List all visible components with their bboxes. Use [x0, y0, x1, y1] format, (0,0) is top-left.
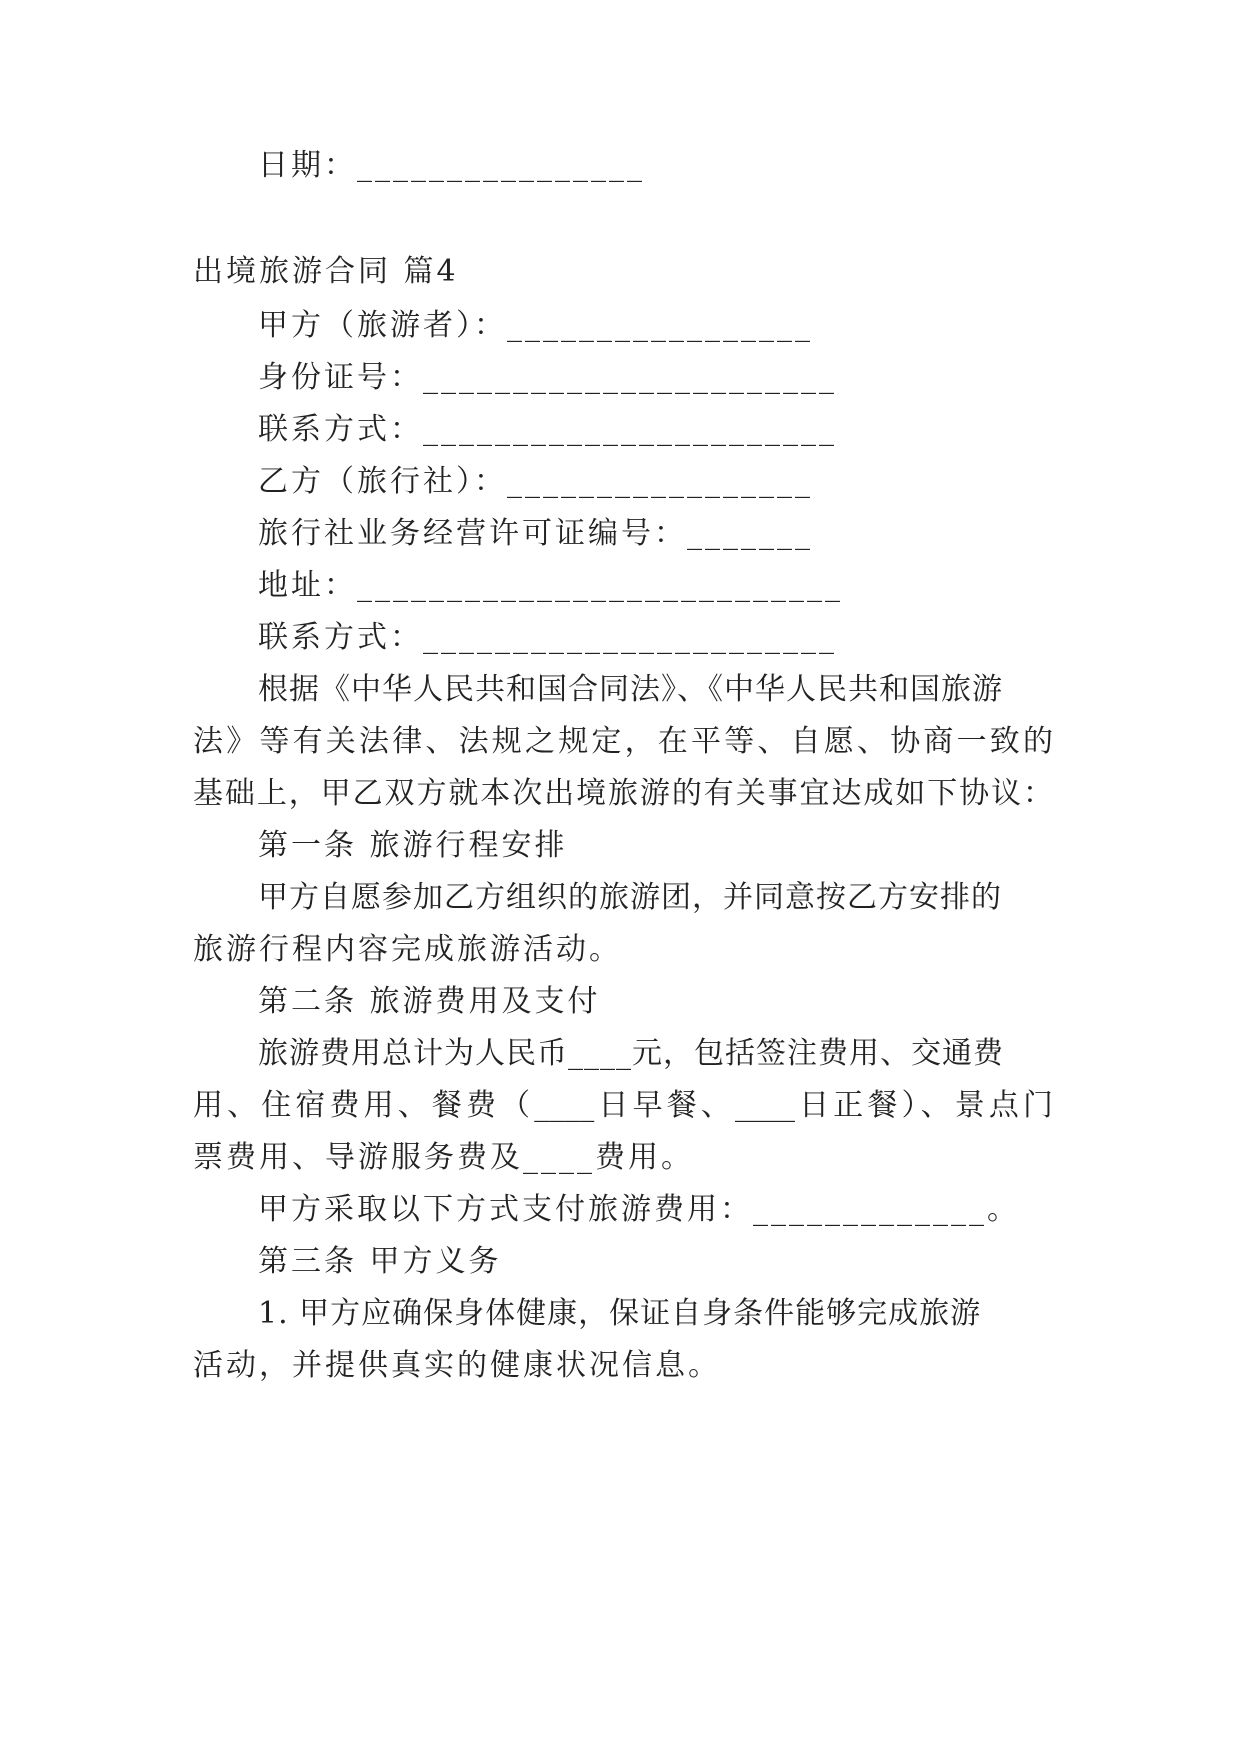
license-line: 旅行社业务经营许可证编号：_______ — [258, 516, 813, 551]
article-2-line-4: 甲方采取以下方式支付旅游费用：_____________。 — [258, 1192, 1020, 1227]
date-line: 日期：________________ — [258, 148, 645, 183]
article-1-line-1: 甲方自愿参加乙方组织的旅游团，并同意按乙方安排的 — [258, 880, 1002, 915]
preamble-line-3: 基础上，甲乙双方就本次出境旅游的有关事宜达成如下协议： — [193, 776, 1053, 811]
article-3-title: 第三条 甲方义务 — [258, 1244, 502, 1279]
section-title: 出境旅游合同 篇4 — [193, 254, 459, 289]
article-3-item-1-line-2: 活动，并提供真实的健康状况信息。 — [193, 1348, 721, 1383]
address-line: 地址：___________________________ — [258, 568, 843, 603]
article-1-title: 第一条 旅游行程安排 — [258, 828, 568, 863]
article-2-line-3: 票费用、导游服务费及____费用。 — [193, 1140, 694, 1175]
article-2-line-1: 旅游费用总计为人民币____元，包括签注费用、交通费 — [258, 1036, 1004, 1071]
article-1-line-2: 旅游行程内容完成旅游活动。 — [193, 932, 622, 967]
preamble-line-1: 根据《中华人民共和国合同法》、《中华人民共和国旅游 — [258, 672, 1003, 707]
party-a-line: 甲方（旅游者）：_________________ — [258, 308, 813, 343]
id-number-line: 身份证号：_______________________ — [258, 360, 837, 395]
article-3-item-1-line-1: 1. 甲方应确保身体健康，保证自身条件能够完成旅游 — [258, 1296, 982, 1331]
party-b-line: 乙方（旅行社）：_________________ — [258, 464, 813, 499]
contact-a-line: 联系方式：_______________________ — [258, 412, 837, 447]
article-2-line-2: 用、住宿费用、餐费（____日早餐、____日正餐）、景点门 — [193, 1088, 1053, 1123]
preamble-line-2: 法》等有关法律、法规之规定，在平等、自愿、协商一致的 — [193, 724, 1053, 759]
contact-b-line: 联系方式：_______________________ — [258, 620, 837, 655]
article-2-title: 第二条 旅游费用及支付 — [258, 984, 601, 1019]
